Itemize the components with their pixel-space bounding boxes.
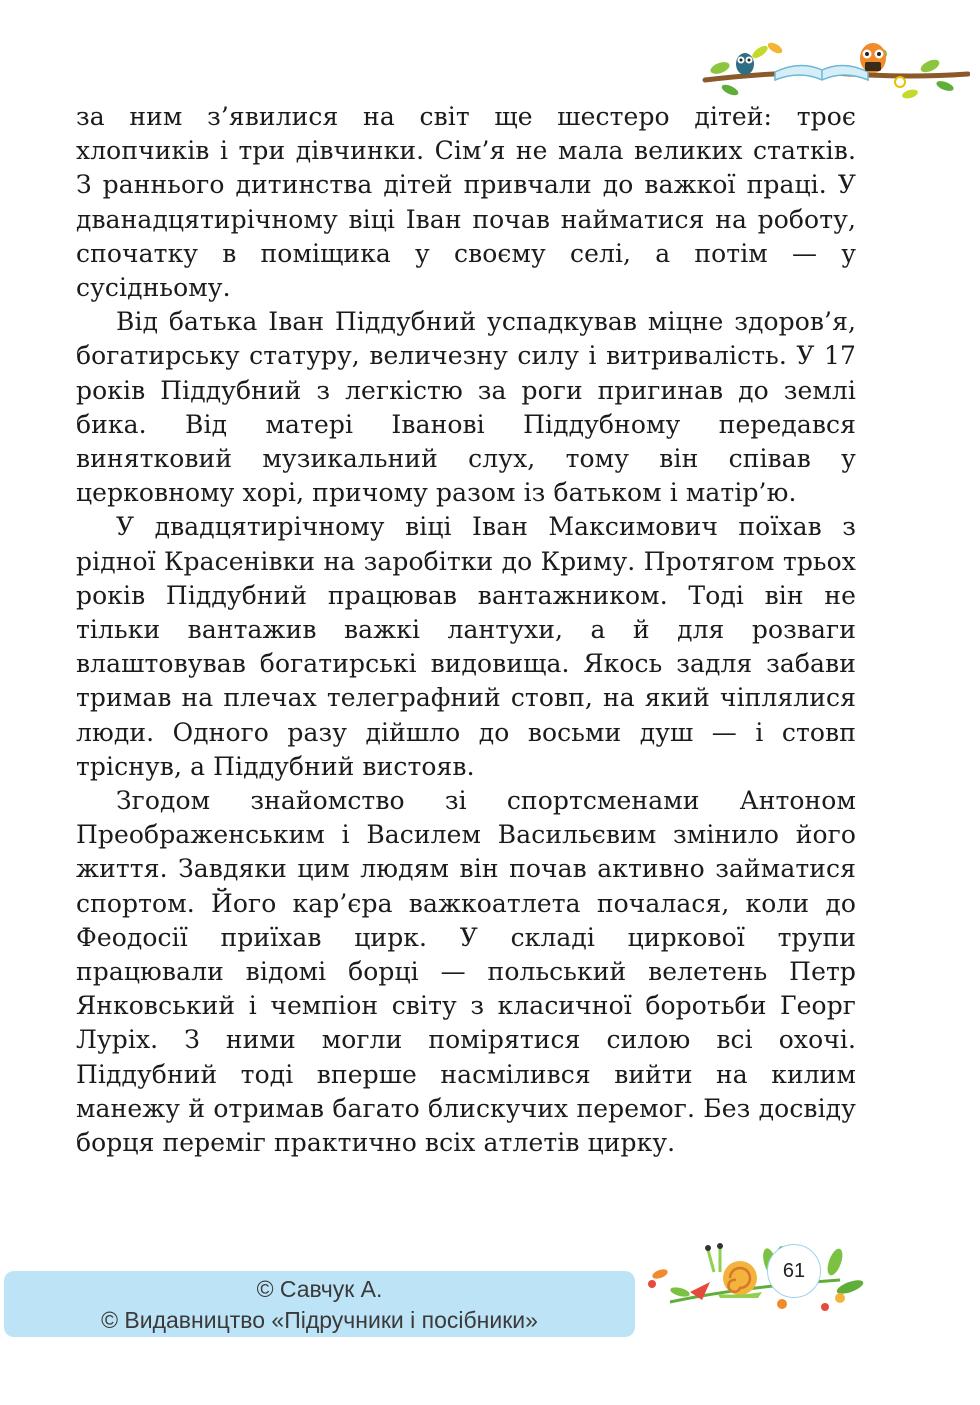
copyright-banner <box>4 1271 635 1337</box>
main-text <box>76 100 856 1160</box>
paragraph-2: Від батька Іван Піддубний успадкував міцне здоров’я, богатирську статуру, величезну силу і витривалість. У 17 років Піддубний з легкістю за роги пригинав до землі бика. Від матері Іванові Піддубному передався винятковий музикальний слух, тому він співав у церковному хорі, причому разом із батьком і матір’ю. <box>76 307 856 508</box>
paragraph-4: Згодом знайомство зі спортсменами Антоном Преображенським і Василем Васильєвим змінило його життя. Завдяки цим людям він почав активно займатися спортом. Його кар’єра важкоатлета почалася, коли до Феодосії приїхав цирк. У складі циркової трупи працювали відомі борці — польський велетень Петр Янковський і чемпіон світу з класичної боротьби Георг Луріх. З ними могли помірятися силою всі охочі. Піддубний тоді вперше насмілився вийти на килим манежу й отримав багато блискучих перемог. Без досвіду борця переміг практично всіх атлетів цирку. <box>76 786 856 1158</box>
snail-flowers-icon <box>640 1232 870 1332</box>
paragraph-1: за ним з’явилися на світ ще шестеро дітей: троє хлопчиків і три дівчинки. Сім’я не мала великих статків. З раннього дитинства дітей привчали до важкої праці. У дванадцятирічному віці Іван почав найматися на роботу, спочатку в поміщика у своєму селі, а потім — у сусідньому. <box>76 102 856 303</box>
page-number: 61 <box>767 1244 821 1298</box>
paragraph-3: У двадцятирічному віці Іван Максимович поїхав з рідної Красенівки на заробітки до Криму. Протягом трьох років Піддубний працював вантажником. Тоді він не тільки вантажив важкі лантухи, а й для розваги влаштовував богатирські видовища. Якось задля забави тримав на плечах телеграфний стовп, на який чіплялися люди. Одного разу дійшло до восьми душ — і стовп тріснув, а Піддубний вистояв. <box>76 512 856 781</box>
copyright-publisher: © Видавництво «Підручники і посібники» <box>101 1307 538 1333</box>
copyright-author: © Савчук А. <box>256 1276 383 1302</box>
branch-owls-book-icon <box>700 30 970 110</box>
